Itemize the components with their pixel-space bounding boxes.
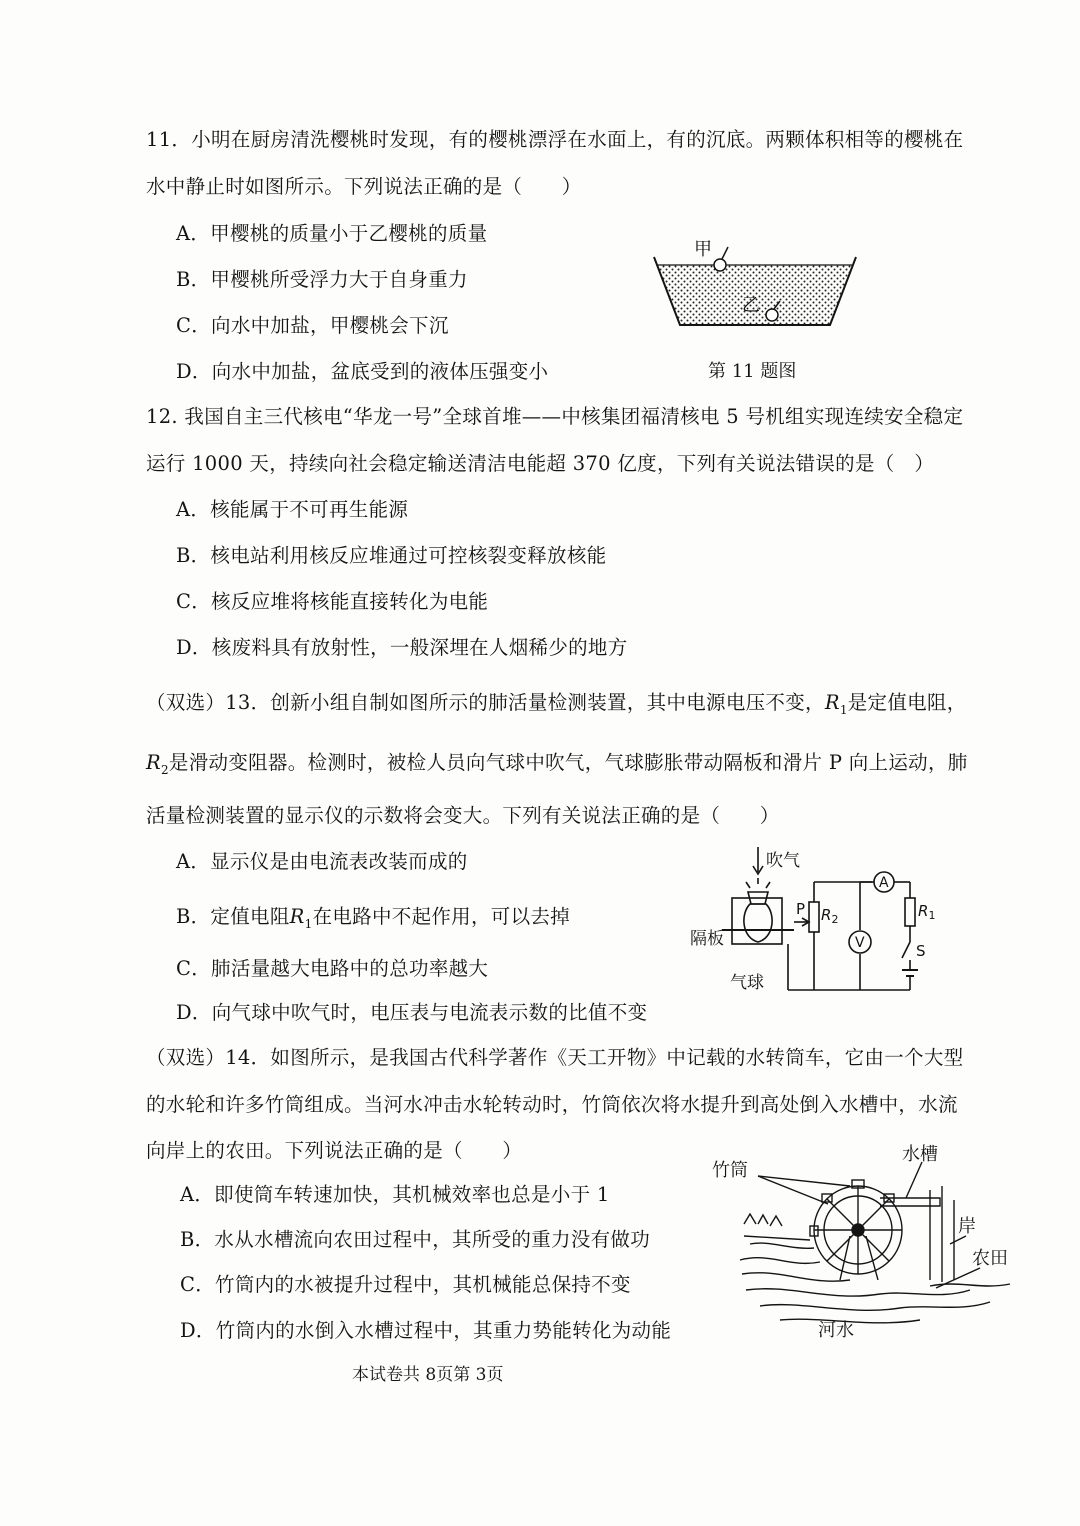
q12-stem-line2: 运行 1000 天，持续向社会稳定输送清洁电能超 370 亿度，下列有关说法错误的是（ ）: [146, 452, 935, 475]
cherry-jia: [714, 259, 726, 271]
q13-option-b: B．定值电阻$R_1$在电路中不起作用，可以去掉: [176, 905, 570, 931]
r1-symbol: $R_1$: [289, 905, 313, 931]
q14-stem-line3: 向岸上的农田。下列说法正确的是（ ）: [146, 1139, 523, 1162]
cherry-yi: [766, 309, 778, 321]
q14-stem-line2: 的水轮和许多竹筒组成。当河水冲击水轮转动时，竹筒依次将水提升到高处倒入水槽中，水流: [146, 1093, 958, 1116]
label-bank: 岸: [958, 1216, 976, 1237]
label-bamboo: 竹筒: [712, 1160, 748, 1181]
q12-option-c: C．核反应堆将核能直接转化为电能: [176, 590, 489, 613]
label-switch: S: [916, 942, 926, 960]
ammeter-icon: A: [879, 875, 889, 891]
q13-option-a: A．显示仪是由电流表改装而成的: [176, 850, 468, 873]
q12-option-d: D．核废料具有放射性，一般深埋在人烟稀少的地方: [176, 636, 628, 659]
label-partition: 隔板: [690, 929, 724, 949]
label-r2: $R_2$: [821, 906, 839, 926]
q11-stem-line2: 水中静止时如图所示。下列说法正确的是（ ）: [146, 175, 582, 198]
q14-option-c: C．竹筒内的水被提升过程中，其机械能总保持不变: [180, 1273, 631, 1296]
q14-waterwheel-figure: [710, 1140, 1030, 1340]
label-trough: 水槽: [902, 1144, 938, 1165]
q11-option-b: B．甲樱桃所受浮力大于自身重力: [176, 268, 468, 291]
q14-option-d: D．竹筒内的水倒入水槽过程中，其重力势能转化为动能: [180, 1319, 672, 1342]
label-jia: 甲: [694, 239, 712, 260]
q12-option-b: B．核电站利用核反应堆通过可控核裂变释放核能: [176, 544, 607, 567]
q13-option-c: C．肺活量越大电路中的总功率越大: [176, 957, 489, 980]
q14-option-b: B．水从水槽流向农田过程中，其所受的重力没有做功: [180, 1228, 651, 1251]
q14-stem-line1: （双选）14．如图所示，是我国古代科学著作《天工开物》中记载的水转筒车，它由一个大型: [146, 1046, 964, 1069]
q12-option-a: A．核能属于不可再生能源: [176, 498, 409, 521]
q13-stem-line1: [146, 690, 967, 723]
r2-symbol: $R_2$: [146, 751, 169, 777]
label-blow: 吹气: [766, 851, 800, 871]
q13-stem-line1-b: 是定值电阻，: [847, 691, 967, 714]
q13-stem-line3: 活量检测装置的显示仪的示数将会变大。下列有关说法正确的是（ ）: [146, 804, 780, 827]
q11-option-d: D．向水中加盐，盆底受到的液体压强变小: [176, 360, 549, 383]
q13-stem-line1-a: （双选）13．创新小组自制如图所示的肺活量检测装置，其中电源电压不变，: [146, 691, 825, 714]
label-farmland: 农田: [972, 1248, 1008, 1269]
r1-symbol: $R_1$: [824, 691, 848, 717]
q11-option-c: C．向水中加盐，甲樱桃会下沉: [176, 314, 449, 337]
label-river: 河水: [818, 1320, 854, 1340]
label-yi: 乙: [742, 295, 760, 316]
q13-option-d: D．向气球中吹气时，电压表与电流表示数的比值不变: [176, 1001, 648, 1024]
q13-stem-line2: $R_2$是滑动变阻器。检测时，被检人员向气球中吹气，气球膨胀带动隔板和滑片 P 向上运动，肺: [146, 751, 968, 777]
q14-option-a: A．即使筒车转速加快，其机械效率也总是小于 1: [180, 1183, 610, 1206]
q13-circuit-figure: [688, 842, 938, 1000]
q12-stem-line1: 12. 我国自主三代核电“华龙一号”全球首堆——中核集团福清核电 5 号机组实现连续安全稳定: [146, 405, 964, 428]
voltmeter-icon: V: [855, 935, 865, 951]
page-footer: 本试卷共 8页第 3页: [352, 1365, 504, 1385]
q11-basin-figure: [650, 235, 860, 335]
q11-option-a: A．甲樱桃的质量小于乙樱桃的质量: [176, 222, 488, 245]
label-r1: $R_1$: [918, 902, 936, 922]
q11-stem-line1: 11．小明在厨房清洗樱桃时发现，有的樱桃漂浮在水面上，有的沉底。两颗体积相等的樱桃在: [146, 128, 964, 151]
label-slider-p: P: [796, 900, 806, 918]
label-balloon: 气球: [730, 973, 764, 993]
q11-figure-caption: 第 11 题图: [708, 361, 797, 382]
